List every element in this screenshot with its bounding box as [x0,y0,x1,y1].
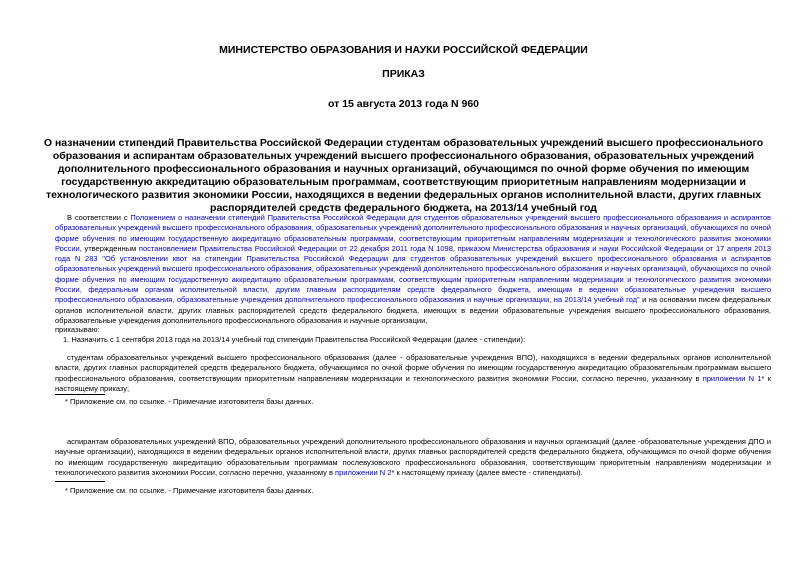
footnote-divider [55,481,105,482]
date-number-heading: от 15 августа 2013 года N 960 [327,98,480,110]
preamble-paragraph [55,213,771,326]
students-text: студентам образовательных учреждений высшего профессионального образования (далее - образовательные учреждения ВПО), находящихся в ведении федеральных органов исполнительной власти, других главных распорядителей средств федерального бюджета, обучающимся по очной форме обучения по имеющим государственную аккредитацию образовательным программам высшего профессионального образования, соответствующим приоритетным направлениям модернизации и технологического развития экономики России, согласно перечню, указанному в [55,353,771,383]
footnote-1: * Приложение см. по ссылке. - Примечание изготовителя базы данных. [65,397,314,406]
appendix-1-link[interactable]: приложении N 1 [702,373,762,383]
ministry-order-link[interactable]: приказом Министерства образования и науки Российской Федерации от 17 апреля 2013 года N 283 "Об установлении квот на стипендии Правительства Российской Федерации для студентов образовательных учреждений высшего профессионального образования и аспирантов образовательных учреждений высшего профессионального образования, образовательных учреждений дополнительного профессионального образования и научных организаций, обучающихся по очной форме обучения по имеющим государственную аккредитацию образовательным программам, соответствующим приоритетным направлениям модернизации и технологического развития экономики России, федеральным органам исполнительной власти, другим главным распорядителям средств федерального бюджета, имеющим в ведении образовательные учреждения высшего профессионального образования, образовательные учреждения дополнительного профессионального образования и научные организации, на 2013/14 учебный год" [55,243,771,305]
government-decree-link[interactable]: постановлением Правительства Российской Федерации от 22 декабря 2011 года N 1098 [138,243,453,253]
preamble-mid1: , утвержденным [79,243,139,253]
item-1: 1. Назначить с 1 сентября 2013 года на 2013/14 учебный год стипендии Правительства Российской Федерации (далее - стипендии): [63,335,526,344]
footnote-2: * Приложение см. по ссылке. - Примечание изготовителя базы данных. [65,486,314,495]
document-title: О назначении стипендий Правительства Российской Федерации студентам образовательных учреждений высшего профессионального образования и аспирантам образовательных учреждений высшего профессионального образования, образовательных учреждений дополнительного профессионального образования и научных организаций, обучающимся по очной форме обучения по имеющим государственную аккредитацию образовательным программам, соответствующим приоритетным направлениям модернизации и технологического развития экономики России, находящихся в ведении федеральных органов исполнительной власти, других главных распорядителей средств федерального бюджета, на 2013/14 учебный год [43,137,764,214]
preamble-lead: В соответствии с [67,213,131,222]
footnote-divider [55,394,105,395]
ministry-heading: МИНИСТЕРСТВО ОБРАЗОВАНИЯ И НАУКИ РОССИЙСКОЙ ФЕДЕРАЦИИ [219,44,588,56]
postgrads-tail: * к настоящему приказу (далее вместе - стипендиаты). [391,467,583,477]
regulation-link[interactable]: Положением о назначении стипендий Правительства Российской Федерации для студентов образовательных учреждений высшего профессионального образования и аспирантов образовательных учреждений высшего профессионального образования, образовательных учреждений дополнительного профессионального образования и научных организаций, обучающихся по очной форме обучения по имеющим государственную аккредитацию образовательным программам, соответствующим приоритетным направлениям модернизации и технологического развития экономики России [55,213,772,253]
students-tail: * к настоящему приказу; [55,373,771,393]
preamble-tail: и на основании писем федеральных органов исполнительной власти, других главных распорядителей средств федерального бюджета, имеющих в ведении образовательные учреждения высшего профессионального образования, образовательные учреждения дополнительного профессионального образования и научные организации, [55,295,771,325]
students-paragraph [55,353,771,394]
appendix-2-link[interactable]: приложении N 2 [335,467,392,477]
doc-type-heading: ПРИКАЗ [382,68,425,80]
postgrads-text: аспирантам образовательных учреждений ВПО, образовательных учреждений дополнительного профессионального образования и научных организаций (далее -образовательные учреждения ДПО и научные организации), находящихся в ведении федеральных органов исполнительной власти, других главных распорядителей средств федерального бюджета, обучающимся по очной форме обучения по имеющим государственную аккредитацию образовательным программам послевузовского профессионального образования, соответствующим приоритетным направлениям модернизации и технологического развития экономики России, согласно перечню, указанному в [55,437,771,477]
preamble-mid2: , [452,243,458,253]
order-word: приказываю: [55,325,100,334]
postgrads-paragraph [55,437,771,478]
